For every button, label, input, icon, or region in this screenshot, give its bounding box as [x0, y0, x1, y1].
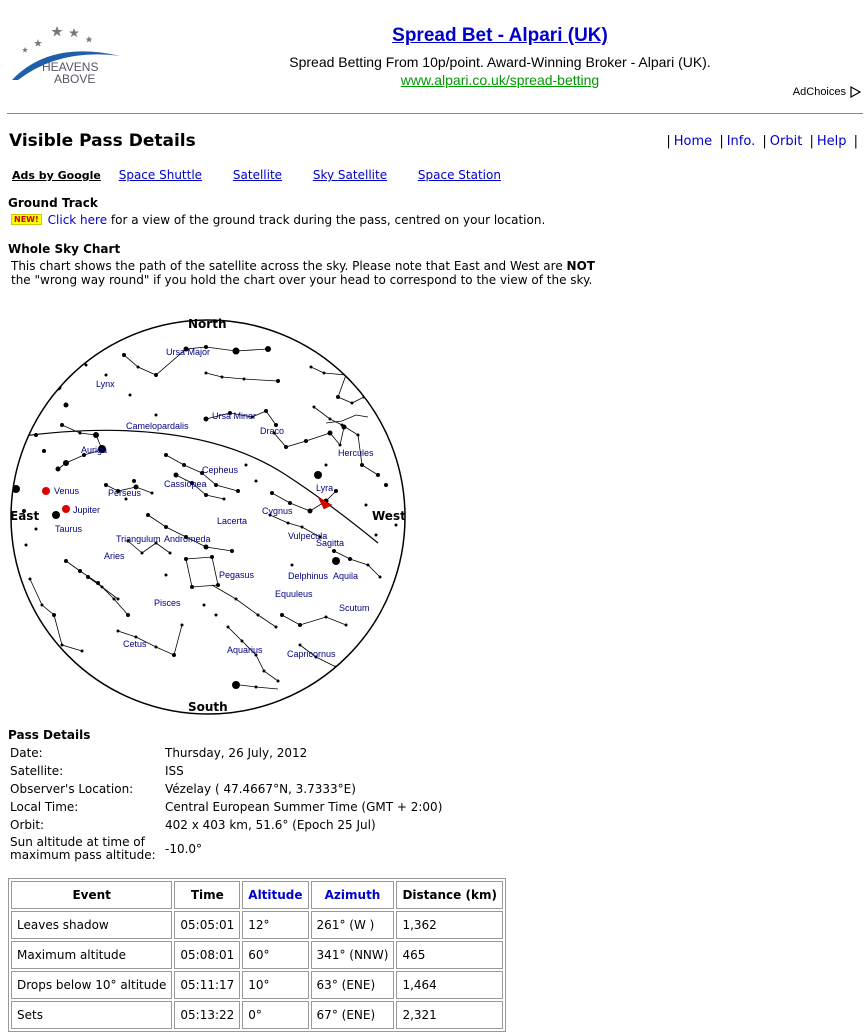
- label-taurus: Taurus: [55, 524, 83, 534]
- label-draco: Draco: [260, 426, 285, 436]
- logo-star: [86, 36, 93, 43]
- cell-azimuth: 261° (W ): [311, 911, 395, 939]
- ad-url-link[interactable]: www.alpari.co.uk/spread-betting: [400, 72, 600, 88]
- table-row: [11, 971, 503, 999]
- ad-link-satellite[interactable]: Satellite: [232, 168, 283, 182]
- cell-altitude: 60°: [242, 941, 308, 969]
- cell-time: 05:11:17: [174, 971, 240, 999]
- detail-key: Local Time:: [10, 799, 79, 814]
- ads-by-google-label[interactable]: Ads by Google: [12, 169, 101, 182]
- detail-value: Thursday, 26 July, 2012: [165, 746, 308, 760]
- label-aries: Aries: [104, 551, 125, 561]
- adchoices-icon: [849, 86, 861, 98]
- label-cepheus: Cepheus: [202, 465, 239, 475]
- label-lyra: Lyra: [316, 483, 334, 493]
- label-ursa-minor: Ursa Minor: [212, 411, 257, 421]
- col-distance: Distance (km): [396, 881, 502, 909]
- cell-azimuth: 63° (ENE): [311, 971, 395, 999]
- label-camelopardalis: Camelopardalis: [126, 421, 189, 431]
- detail-key: Date:: [10, 745, 43, 760]
- logo-star: [52, 26, 63, 37]
- ad-url: [300, 72, 700, 88]
- label-pisces: Pisces: [154, 598, 181, 608]
- ad-link-space-shuttle[interactable]: Space Shuttle: [118, 168, 203, 182]
- label-cassiopea: Cassiopea: [164, 479, 207, 489]
- detail-row: [9, 762, 445, 780]
- label-aquarius: Aquarius: [227, 645, 263, 655]
- detail-value: -10.0°: [165, 842, 203, 856]
- cell-distance: 2,321: [396, 1001, 502, 1029]
- top-navigation: | Home | Info. | Orbit | Help |: [666, 134, 858, 149]
- cell-event: Leaves shadow: [11, 911, 172, 939]
- col-altitude[interactable]: Altitude: [242, 881, 308, 909]
- detail-key: Orbit:: [10, 817, 45, 832]
- new-badge: NEW!: [11, 214, 42, 225]
- label-andromeda: Andromeda: [164, 534, 211, 544]
- header: [0, 0, 867, 112]
- google-ad-links: [12, 168, 528, 182]
- detail-row: [9, 780, 445, 798]
- col-time: Time: [174, 881, 240, 909]
- ad-text: Spread Betting From 10p/point. Award-Winning Broker - Alpari (UK).: [289, 54, 711, 70]
- cell-azimuth: 341° (NNW): [311, 941, 395, 969]
- cell-distance: 1,362: [396, 911, 502, 939]
- label-perseus: Perseus: [108, 488, 142, 498]
- label-scutum: Scutum: [339, 603, 370, 613]
- label-aquila: Aquila: [333, 571, 359, 581]
- adchoices-label: AdChoices: [792, 86, 846, 98]
- adchoices[interactable]: [793, 86, 861, 98]
- heavens-above-logo[interactable]: [10, 22, 130, 92]
- table-row: [11, 1001, 503, 1029]
- venus-marker: [42, 487, 50, 495]
- label-hercules: Hercules: [338, 448, 374, 458]
- label-south: South: [188, 700, 228, 714]
- label-triangulum: Triangulum: [116, 534, 161, 544]
- divider: [7, 113, 863, 114]
- label-east: East: [10, 509, 40, 523]
- pass-events-table: [8, 878, 506, 1032]
- logo-line2: ABOVE: [54, 72, 96, 86]
- sky-desc-part1: This chart shows the path of the satellite across the sky. Please note that East and West are: [11, 259, 567, 273]
- jupiter-marker: [62, 505, 70, 513]
- nav-info[interactable]: Info.: [726, 134, 756, 149]
- detail-value: Central European Summer Time (GMT + 2:00): [165, 800, 443, 814]
- label-auriga: Auriga: [81, 445, 108, 455]
- ad-link-space-station[interactable]: Space Station: [417, 168, 501, 182]
- cell-distance: 465: [396, 941, 502, 969]
- label-cetus: Cetus: [123, 639, 147, 649]
- ground-track-text: for a view of the ground track during the pass, centred on your location.: [107, 213, 546, 227]
- nav-help[interactable]: Help: [816, 134, 847, 149]
- label-vulpecula: Vulpecula: [288, 531, 328, 541]
- cell-altitude: 10°: [242, 971, 308, 999]
- table-row: [11, 911, 503, 939]
- pass-details-heading: Pass Details: [8, 728, 91, 742]
- detail-value: ISS: [165, 764, 184, 778]
- logo-line1: HEAVENS: [42, 60, 99, 74]
- nav-home[interactable]: Home: [673, 134, 713, 149]
- ad-title-link[interactable]: Spread Bet - Alpari (UK): [392, 25, 608, 46]
- sky-chart-description: [11, 259, 616, 287]
- sky-chart-heading: Whole Sky Chart: [8, 242, 121, 256]
- cell-event: Sets: [11, 1001, 172, 1029]
- logo-star: [34, 39, 42, 47]
- cell-time: 05:05:01: [174, 911, 240, 939]
- cell-azimuth: 67° (ENE): [311, 1001, 395, 1029]
- cell-time: 05:13:22: [174, 1001, 240, 1029]
- ground-track-line: [11, 213, 545, 227]
- logo-star: [69, 28, 79, 37]
- cell-altitude: 0°: [242, 1001, 308, 1029]
- label-cygnus: Cygnus: [262, 506, 293, 516]
- col-azimuth[interactable]: Azimuth: [311, 881, 395, 909]
- cell-event: Maximum altitude: [11, 941, 172, 969]
- label-pegasus: Pegasus: [219, 570, 255, 580]
- page-title: Visible Pass Details: [9, 131, 196, 151]
- sky-desc-part2: the "wrong way round" if you hold the chart over your head to correspond to the view of the sky.: [11, 273, 593, 287]
- whole-sky-chart[interactable]: [6, 315, 410, 719]
- label-north: North: [188, 317, 227, 331]
- table-row: [11, 941, 503, 969]
- label-sagitta: Sagitta: [316, 538, 345, 548]
- ground-track-link[interactable]: Click here: [47, 213, 108, 227]
- col-event: Event: [11, 881, 172, 909]
- detail-row: [9, 744, 445, 762]
- ground-track-heading: Ground Track: [8, 196, 98, 210]
- detail-row: [9, 798, 445, 816]
- cell-time: 05:08:01: [174, 941, 240, 969]
- logo-star: [22, 47, 28, 53]
- label-jupiter: Jupiter: [73, 505, 101, 515]
- pass-details-table: [9, 744, 445, 864]
- detail-key: Sun altitude at time of maximum pass altitude:: [10, 835, 156, 862]
- cell-distance: 1,464: [396, 971, 502, 999]
- detail-value: 402 x 403 km, 51.6° (Epoch 25 Jul): [165, 818, 376, 832]
- detail-key: Satellite:: [10, 763, 64, 778]
- label-delphinus: Delphinus: [288, 571, 329, 581]
- label-capricornus: Capricornus: [287, 649, 336, 659]
- sky-desc-bold: NOT: [566, 259, 595, 273]
- detail-row: [9, 834, 445, 864]
- nav-orbit[interactable]: Orbit: [769, 134, 803, 149]
- label-west: West: [372, 509, 406, 523]
- cell-altitude: 12°: [242, 911, 308, 939]
- detail-value: Vézelay ( 47.4667°N, 3.7333°E): [165, 782, 356, 796]
- label-lynx: Lynx: [96, 379, 115, 389]
- label-lacerta: Lacerta: [217, 516, 248, 526]
- label-ursa-major: Ursa Major: [166, 347, 211, 357]
- label-venus: Venus: [54, 486, 80, 496]
- ad-link-sky-satellite[interactable]: Sky Satellite: [312, 168, 388, 182]
- detail-key: Observer's Location:: [10, 781, 134, 796]
- label-equuleus: Equuleus: [275, 589, 313, 599]
- ad-title: [280, 25, 720, 47]
- events-header-row: [11, 881, 503, 909]
- detail-row: [9, 816, 445, 834]
- cell-event: Drops below 10° altitude: [11, 971, 172, 999]
